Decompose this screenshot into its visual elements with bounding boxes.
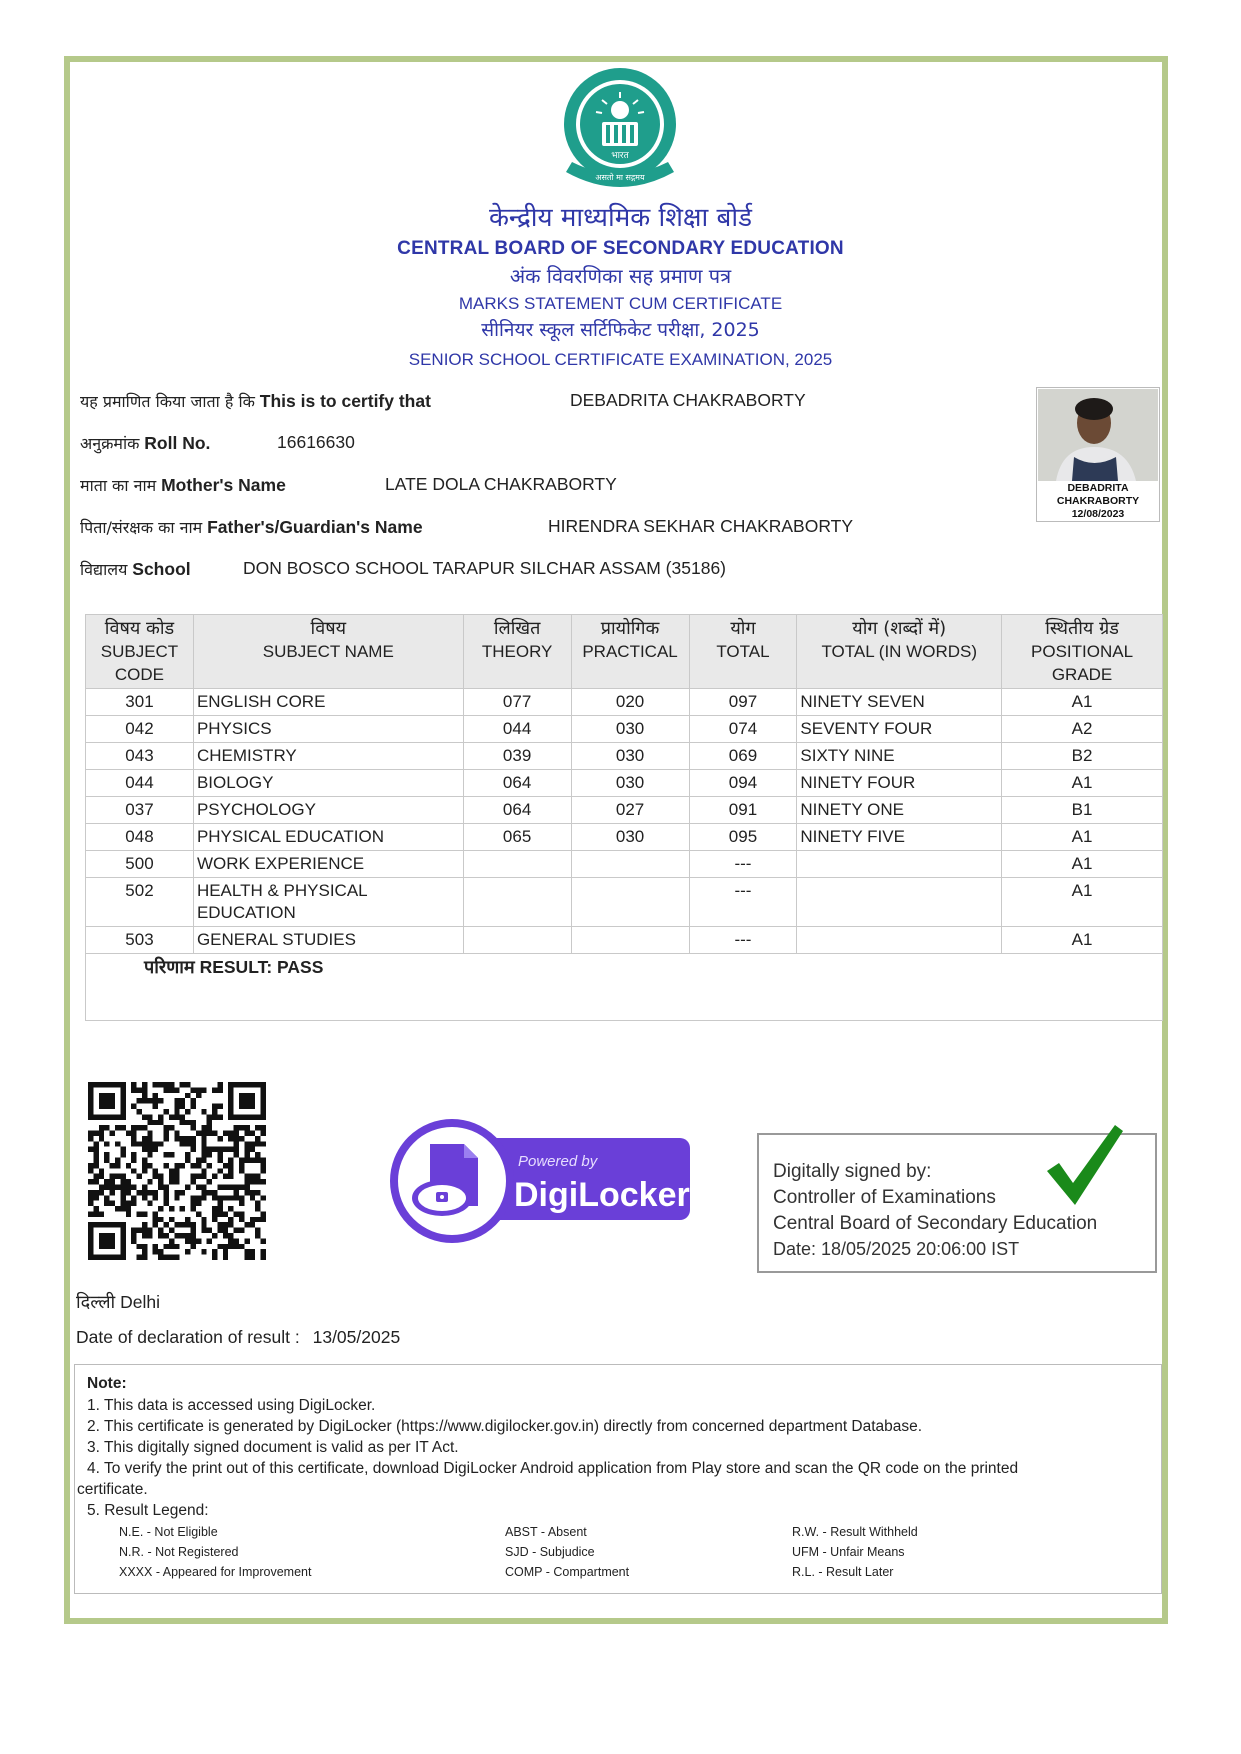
cell-code: 301 (86, 689, 194, 716)
cell-grade: A2 (1002, 716, 1163, 743)
exam-name-hindi: सीनियर स्कूल सर्टिफिकेट परीक्षा, 2025 (481, 319, 760, 341)
cell-practical (571, 878, 689, 927)
cell-total: --- (689, 927, 797, 954)
cell-grade: A1 (1002, 689, 1163, 716)
board-name-english: CENTRAL BOARD OF SECONDARY EDUCATION (397, 238, 844, 259)
cell-words (797, 851, 1002, 878)
cell-total: 069 (689, 743, 797, 770)
school-name: DON BOSCO SCHOOL TARAPUR SILCHAR ASSAM (35186) (243, 558, 727, 578)
cell-code: 503 (86, 927, 194, 954)
cell-grade: A1 (1002, 878, 1163, 927)
table-row (86, 797, 1163, 824)
cell-total: 097 (689, 689, 797, 716)
cell-subject: HEALTH & PHYSICAL EDUCATION (193, 878, 463, 927)
cell-code: 044 (86, 770, 194, 797)
signature-date: Date: 18/05/2025 20:06:00 IST (773, 1239, 1020, 1259)
cell-theory (463, 878, 571, 927)
legend-item: N.R. - Not Registered (119, 1545, 239, 1559)
cell-subject: PHYSICAL EDUCATION (193, 824, 463, 851)
cell-words: NINETY SEVEN (797, 689, 1002, 716)
cell-practical: 030 (571, 770, 689, 797)
declaration-date-line (76, 1327, 400, 1348)
legend-item: ABST - Absent (505, 1525, 587, 1539)
legend-item: N.E. - Not Eligible (119, 1525, 218, 1539)
cell-subject: PSYCHOLOGY (193, 797, 463, 824)
legend-item: SJD - Subjudice (505, 1545, 595, 1559)
cell-theory: 077 (463, 689, 571, 716)
cell-subject: GENERAL STUDIES (193, 927, 463, 954)
cell-grade: B2 (1002, 743, 1163, 770)
certify-line: यह प्रमाणित किया जाता है कि This is to certify that (80, 391, 431, 411)
header-subject-code: विषय कोड SUBJECT CODE (86, 615, 194, 689)
cell-total: --- (689, 851, 797, 878)
cell-theory: 039 (463, 743, 571, 770)
note-item: 5. Result Legend: (87, 1502, 209, 1519)
note-item: 1. This data is accessed using DigiLocker. (87, 1397, 376, 1414)
cell-words: NINETY FIVE (797, 824, 1002, 851)
cell-grade: A1 (1002, 851, 1163, 878)
cell-grade: A1 (1002, 770, 1163, 797)
cell-grade: A1 (1002, 927, 1163, 954)
roll-label: अनुक्रमांक Roll No. (80, 433, 211, 453)
cell-words (797, 878, 1002, 927)
header-total-words: योग (शब्दों में) TOTAL (IN WORDS) (797, 615, 1002, 689)
table-row (86, 743, 1163, 770)
cell-code: 043 (86, 743, 194, 770)
header-practical: प्रायोगिक PRACTICAL (571, 615, 689, 689)
legend-item: UFM - Unfair Means (792, 1545, 905, 1559)
cell-grade: A1 (1002, 824, 1163, 851)
place: दिल्ली Delhi (76, 1292, 160, 1313)
header-total: योग TOTAL (689, 615, 797, 689)
roll-number: 16616630 (277, 432, 355, 452)
cell-grade: B1 (1002, 797, 1163, 824)
cell-subject: PHYSICS (193, 716, 463, 743)
note-item: 3. This digitally signed document is valid as per IT Act. (87, 1439, 459, 1456)
cell-theory: 064 (463, 770, 571, 797)
table-row (86, 716, 1163, 743)
cell-theory: 064 (463, 797, 571, 824)
doc-title-hindi: अंक विवरणिका सह प्रमाण पत्र (509, 264, 732, 288)
cell-practical: 020 (571, 689, 689, 716)
emblem-motto: असतो मा सद्गमय (595, 173, 645, 182)
cell-theory (463, 927, 571, 954)
notes-section (74, 1364, 1162, 1594)
cell-total: 074 (689, 716, 797, 743)
note-item: 4. To verify the print out of this certificate, download DigiLocker Android application from Play store and scan the QR code on the printed (87, 1460, 1019, 1477)
table-row (86, 824, 1163, 851)
declaration-date: 13/05/2025 (312, 1327, 401, 1347)
cell-code: 048 (86, 824, 194, 851)
cell-total: 091 (689, 797, 797, 824)
cell-practical (571, 927, 689, 954)
qr-code[interactable] (88, 1082, 266, 1260)
photo-caption: DEBADRITA CHAKRABORTY 12/08/2023 (1056, 482, 1140, 520)
cell-practical (571, 851, 689, 878)
signed-by-label: Digitally signed by: (773, 1161, 932, 1182)
digilocker-badge (390, 1118, 695, 1244)
result-status: परिणाम RESULT: PASS (144, 957, 324, 978)
cell-total: --- (689, 878, 797, 927)
student-photo (1036, 387, 1160, 522)
checkmark-icon (1041, 1121, 1125, 1207)
legend-item: XXXX - Appeared for Improvement (119, 1565, 312, 1579)
cell-practical: 030 (571, 824, 689, 851)
doc-title-english: MARKS STATEMENT CUM CERTIFICATE (458, 294, 783, 313)
digilocker-powered-by: Powered by (518, 1153, 598, 1170)
board-name-hindi: केन्द्रीय माध्यमिक शिक्षा बोर्ड (488, 203, 753, 233)
signer-title: Controller of Examinations (773, 1187, 996, 1208)
table-header-row (86, 615, 1163, 689)
table-row (86, 927, 1163, 954)
father-label: पिता/संरक्षक का नाम Father's/Guardian's Name (80, 517, 423, 537)
table-row (86, 770, 1163, 797)
legend-item: COMP - Compartment (505, 1565, 630, 1579)
cell-code: 502 (86, 878, 194, 927)
cell-total: 094 (689, 770, 797, 797)
student-name: DEBADRITA CHAKRABORTY (570, 390, 806, 410)
mother-label: माता का नाम Mother's Name (80, 475, 286, 495)
cell-code: 037 (86, 797, 194, 824)
notes-title: Note: (87, 1375, 127, 1392)
father-name: HIRENDRA SEKHAR CHAKRABORTY (548, 516, 854, 536)
cell-words: NINETY ONE (797, 797, 1002, 824)
legend-item: R.L. - Result Later (792, 1565, 894, 1579)
photo-image (1038, 389, 1158, 481)
declaration-label: Date of declaration of result : (76, 1327, 300, 1347)
cell-practical: 027 (571, 797, 689, 824)
signer-organization: Central Board of Secondary Education (773, 1213, 1098, 1234)
cell-theory (463, 851, 571, 878)
digilocker-brand: DigiLocker (514, 1176, 690, 1214)
cell-subject: ENGLISH CORE (193, 689, 463, 716)
school-label: विद्यालय School (80, 559, 191, 579)
table-row (86, 689, 1163, 716)
header-subject-name: विषय SUBJECT NAME (193, 615, 463, 689)
note-item: certificate. (77, 1481, 148, 1498)
result-row (86, 954, 1163, 1021)
cell-total: 095 (689, 824, 797, 851)
table-row (86, 851, 1163, 878)
header-theory: लिखित THEORY (463, 615, 571, 689)
cell-theory: 065 (463, 824, 571, 851)
cell-words (797, 927, 1002, 954)
marks-table (85, 614, 1163, 1021)
cell-practical: 030 (571, 716, 689, 743)
legend-item: R.W. - Result Withheld (792, 1525, 918, 1539)
exam-name-english: SENIOR SCHOOL CERTIFICATE EXAMINATION, 2025 (408, 350, 833, 369)
cell-subject: CHEMISTRY (193, 743, 463, 770)
cell-words: SEVENTY FOUR (797, 716, 1002, 743)
digital-signature-box (757, 1133, 1157, 1273)
note-item: 2. This certificate is generated by DigiLocker (https://www.digilocker.gov.in) directly from concerned department Database. (87, 1418, 923, 1435)
cell-subject: BIOLOGY (193, 770, 463, 797)
cell-code: 042 (86, 716, 194, 743)
table-row (86, 878, 1163, 927)
cell-subject: WORK EXPERIENCE (193, 851, 463, 878)
cell-words: NINETY FOUR (797, 770, 1002, 797)
cell-code: 500 (86, 851, 194, 878)
header-grade: स्थितीय ग्रेड POSITIONAL GRADE (1002, 615, 1163, 689)
cell-theory: 044 (463, 716, 571, 743)
mother-name: LATE DOLA CHAKRABORTY (385, 474, 617, 494)
cell-practical: 030 (571, 743, 689, 770)
cell-words: SIXTY NINE (797, 743, 1002, 770)
cbse-emblem-logo (558, 66, 682, 198)
emblem-bharat: भारत (611, 151, 629, 161)
